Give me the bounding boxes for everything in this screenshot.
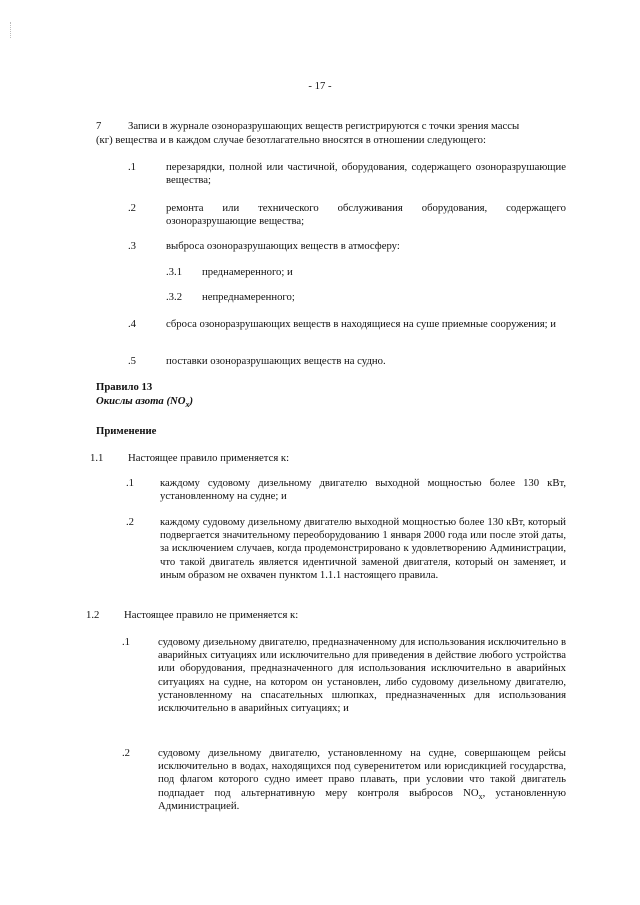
para7-item-text: выброса озоноразрушающих веществ в атмосферу: [166,240,400,252]
p1-1-item-text: каждому судовому дизельному двигателю выходной мощностью более 130 кВт, установленному на судне; и [160,477,566,503]
application-heading: Применение [96,425,157,437]
p1-2-item-text-main: судовому дизельному двигателю, установленному на судне, совершающем рейсы исключительно в водах, находящихся под суверенитетом или юрисдикцией государства, под флагом которого судно имеет право плавать, при условии что такой двигатель подпадает под альтернативную меру контроля выбросов NO [158,747,566,799]
page-number: - 17 - [308,80,332,92]
para7-item-text: перезарядки, полной или частичной, оборудования, содержащего озоноразрушающие вещества; [166,161,566,187]
para7-number: 7 [96,120,102,132]
regulation-subtitle-subscript: x [185,400,190,410]
regulation-subtitle-main: Окислы азота (NO [96,395,186,407]
para7-item-number: .3 [128,240,137,252]
p1-2-item-text: судовому дизельному двигателю, предназначенному для использования исключительно в аварийных ситуациях или исключительно для приведения в действие любого устройства или оборудования, предназначенного для использования исключительно в аварийных ситуациях на судне, на котором он установлен, либо судовому дизельному двигателю, установленному на спасательных шлюпках, предназначенных для использования исключительно в аварийных ситуациях; и [158,636,566,715]
p1-1-number: 1.1 [90,452,104,464]
regulation-subtitle-end: ) [189,395,193,407]
p1-2-item-number: .1 [122,636,131,648]
para7-item-number: .1 [128,161,137,173]
para7-text-line2: (кг) вещества и в каждом случае безотлагательно вносятся в отношении следующего: [96,134,486,146]
p1-2-item-number: .2 [122,747,131,759]
para7-text-line1: Записи в журнале озоноразрушающих веществ регистрируются с точки зрения массы [128,120,520,132]
para7-subitem-number: .3.2 [166,291,183,303]
para7-item-number: .2 [128,202,137,214]
scan-margin-marks [10,22,12,38]
para7-subitem-text: непреднамеренного; [202,291,295,303]
p1-2-item-text [158,747,566,813]
p1-2-number: 1.2 [86,609,100,621]
para7-subitem-number: .3.1 [166,266,183,278]
para7-item-text: ремонта или технического обслуживания оборудования, содержащего озоноразрушающие вещества; [166,202,566,228]
para7-subitem-text: преднамеренного; и [202,266,293,278]
p1-1-text: Настоящее правило применяется к: [128,452,290,464]
nox-subscript: x [478,791,483,801]
para7-item-number: .4 [128,318,137,330]
p1-1-item-text: каждому судовому дизельному двигателю выходной мощностью более 130 кВт, который подвергается значительному переоборудованию 1 января 2000 года или после этой даты, за исключением случаев, когда продемонстрировано к удовлетворению Администрации, что такой двигатель является идентичной заменой двигателя, который он заменяет, и иным образом не охвачен пунктом 1.1.1 настоящего правила. [160,516,566,581]
para7-item-text: поставки озоноразрушающих веществ на судно. [166,355,386,367]
p1-2-text: Настоящее правило не применяется к: [124,609,299,621]
p1-2-item-text-end: , установленную Администрацией. [158,786,567,812]
para7-item-text: сброса озоноразрушающих веществ в находящиеся на суше приемные сооружения; и [166,318,557,330]
p1-1-item-number: .2 [126,516,135,528]
p1-1-item-number: .1 [126,477,135,489]
regulation-subtitle [96,395,193,411]
para7-item-number: .5 [128,355,137,367]
regulation-title: Правило 13 [96,381,153,393]
